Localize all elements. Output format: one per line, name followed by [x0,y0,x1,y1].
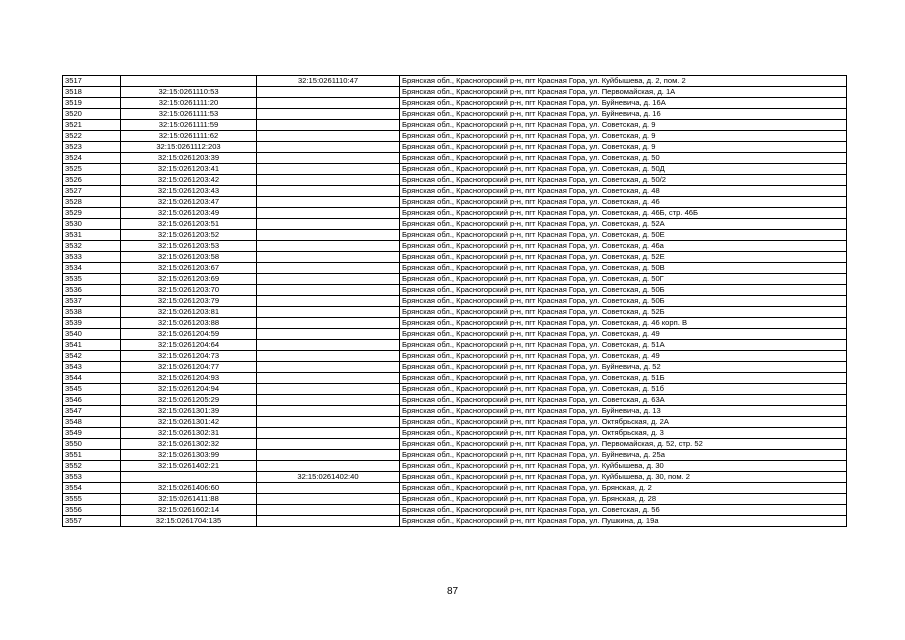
address-cell: Брянская обл., Красногорский р-н, пгт Красная Гора, ул. Первомайская, д. 1А [400,87,847,98]
table-row [63,153,847,164]
address-cell: Брянская обл., Красногорский р-н, пгт Красная Гора, ул. Советская, д. 50Д [400,164,847,175]
address-cell: Брянская обл., Красногорский р-н, пгт Красная Гора, ул. Буйневича, д. 16А [400,98,847,109]
table-row [63,439,847,450]
cadastral-number-cell: 32:15:0261301:39 [121,406,257,417]
address-cell: Брянская обл., Красногорский р-н, пгт Красная Гора, ул. Советская, д. 52Е [400,252,847,263]
cadastral-number-premises-cell [257,197,400,208]
row-number-cell: 3557 [63,516,121,527]
cadastral-number-premises-cell [257,384,400,395]
row-number-cell: 3524 [63,153,121,164]
address-cell: Брянская обл., Красногорский р-н, пгт Красная Гора, ул. Советская, д. 50Б [400,296,847,307]
table-row [63,109,847,120]
table-row [63,230,847,241]
cadastral-number-cell: 32:15:0261301:42 [121,417,257,428]
row-number-cell: 3527 [63,186,121,197]
cadastral-number-cell: 32:15:0261303:99 [121,450,257,461]
cadastral-number-cell: 32:15:0261203:67 [121,263,257,274]
row-number-cell: 3523 [63,142,121,153]
table-row [63,76,847,87]
cadastral-number-premises-cell [257,120,400,131]
cadastral-number-premises-cell [257,362,400,373]
row-number-cell: 3553 [63,472,121,483]
cadastral-number-cell: 32:15:0261203:42 [121,175,257,186]
address-cell: Брянская обл., Красногорский р-н, пгт Красная Гора, ул. Пушкина, д. 19а [400,516,847,527]
row-number-cell: 3544 [63,373,121,384]
cadastral-number-premises-cell [257,406,400,417]
address-cell: Брянская обл., Красногорский р-н, пгт Красная Гора, ул. Советская, д. 9 [400,131,847,142]
cadastral-number-cell: 32:15:0261204:59 [121,329,257,340]
cadastral-number-cell: 32:15:0261204:73 [121,351,257,362]
table-row [63,219,847,230]
address-cell: Брянская обл., Красногорский р-н, пгт Красная Гора, ул. Первомайская, д. 52, стр. 52 [400,439,847,450]
row-number-cell: 3548 [63,417,121,428]
address-cell: Брянская обл., Красногорский р-н, пгт Красная Гора, ул. Советская, д. 46а [400,241,847,252]
row-number-cell: 3533 [63,252,121,263]
cadastral-number-cell: 32:15:0261111:62 [121,131,257,142]
row-number-cell: 3530 [63,219,121,230]
address-cell: Брянская обл., Красногорский р-н, пгт Красная Гора, ул. Буйневича, д. 16 [400,109,847,120]
cadastral-number-premises-cell [257,318,400,329]
row-number-cell: 3521 [63,120,121,131]
address-cell: Брянская обл., Красногорский р-н, пгт Красная Гора, ул. Советская, д. 56 [400,505,847,516]
row-number-cell: 3546 [63,395,121,406]
address-cell: Брянская обл., Красногорский р-н, пгт Красная Гора, ул. Куйбышева, д. 30, пом. 2 [400,472,847,483]
table-row [63,241,847,252]
cadastral-number-cell: 32:15:0261602:14 [121,505,257,516]
table-row [63,263,847,274]
table-row [63,406,847,417]
table-row [63,461,847,472]
cadastral-number-cell: 32:15:0261302:32 [121,439,257,450]
address-cell: Брянская обл., Красногорский р-н, пгт Красная Гора, ул. Советская, д. 50Г [400,274,847,285]
address-cell: Брянская обл., Красногорский р-н, пгт Красная Гора, ул. Буйневича, д. 52 [400,362,847,373]
table-row [63,285,847,296]
cadastral-number-premises-cell [257,395,400,406]
row-number-cell: 3555 [63,494,121,505]
row-number-cell: 3554 [63,483,121,494]
cadastral-number-cell: 32:15:0261302:31 [121,428,257,439]
row-number-cell: 3541 [63,340,121,351]
address-cell: Брянская обл., Красногорский р-н, пгт Красная Гора, ул. Советская, д. 50Б [400,285,847,296]
cadastral-number-cell: 32:15:0261203:39 [121,153,257,164]
row-number-cell: 3535 [63,274,121,285]
row-number-cell: 3549 [63,428,121,439]
address-cell: Брянская обл., Красногорский р-н, пгт Красная Гора, ул. Советская, д. 9 [400,142,847,153]
cadastral-number-premises-cell [257,340,400,351]
cadastral-number-premises-cell [257,439,400,450]
address-cell: Брянская обл., Красногорский р-н, пгт Красная Гора, ул. Советская, д. 46 корп. В [400,318,847,329]
cadastral-number-cell: 32:15:0261203:88 [121,318,257,329]
cadastral-number-cell [121,76,257,87]
table-row [63,505,847,516]
cadastral-number-premises-cell [257,483,400,494]
cadastral-number-cell: 32:15:0261205:29 [121,395,257,406]
table-row [63,186,847,197]
cadastral-number-cell: 32:15:0261111:20 [121,98,257,109]
cadastral-number-premises-cell [257,164,400,175]
cadastral-number-premises-cell [257,230,400,241]
cadastral-number-premises-cell [257,494,400,505]
table-row [63,98,847,109]
table-row [63,450,847,461]
row-number-cell: 3538 [63,307,121,318]
cadastral-number-cell: 32:15:0261111:53 [121,109,257,120]
cadastral-number-premises-cell [257,219,400,230]
address-cell: Брянская обл., Красногорский р-н, пгт Красная Гора, ул. Советская, д. 51Б [400,373,847,384]
address-cell: Брянская обл., Красногорский р-н, пгт Красная Гора, ул. Брянская, д. 2 [400,483,847,494]
address-cell: Брянская обл., Красногорский р-н, пгт Красная Гора, ул. Советская, д. 9 [400,120,847,131]
address-cell: Брянская обл., Красногорский р-н, пгт Красная Гора, ул. Советская, д. 63А [400,395,847,406]
registry-table-body [63,76,847,527]
cadastral-number-cell: 32:15:0261203:79 [121,296,257,307]
row-number-cell: 3550 [63,439,121,450]
cadastral-number-premises-cell [257,417,400,428]
cadastral-number-cell: 32:15:0261203:47 [121,197,257,208]
cadastral-number-premises-cell [257,373,400,384]
row-number-cell: 3522 [63,131,121,142]
address-cell: Брянская обл., Красногорский р-н, пгт Красная Гора, ул. Советская, д. 49 [400,329,847,340]
cadastral-number-cell: 32:15:0261704:135 [121,516,257,527]
cadastral-number-premises-cell [257,186,400,197]
row-number-cell: 3532 [63,241,121,252]
table-row [63,175,847,186]
cadastral-number-premises-cell [257,351,400,362]
address-cell: Брянская обл., Красногорский р-н, пгт Красная Гора, ул. Советская, д. 51б [400,384,847,395]
address-cell: Брянская обл., Красногорский р-н, пгт Красная Гора, ул. Советская, д. 50В [400,263,847,274]
cadastral-number-premises-cell [257,428,400,439]
table-row [63,516,847,527]
table-row [63,362,847,373]
address-cell: Брянская обл., Красногорский р-н, пгт Красная Гора, ул. Советская, д. 52А [400,219,847,230]
cadastral-number-cell: 32:15:0261203:58 [121,252,257,263]
cadastral-number-cell: 32:15:0261203:49 [121,208,257,219]
cadastral-number-cell: 32:15:0261406:60 [121,483,257,494]
table-row [63,351,847,362]
cadastral-number-cell: 32:15:0261203:70 [121,285,257,296]
table-row [63,329,847,340]
cadastral-number-premises-cell [257,516,400,527]
row-number-cell: 3552 [63,461,121,472]
row-number-cell: 3542 [63,351,121,362]
cadastral-number-premises-cell [257,241,400,252]
cadastral-number-premises-cell [257,208,400,219]
cadastral-number-premises-cell [257,87,400,98]
table-row [63,252,847,263]
table-row [63,87,847,98]
table-row [63,197,847,208]
table-row [63,164,847,175]
cadastral-number-premises-cell [257,98,400,109]
row-number-cell: 3525 [63,164,121,175]
cadastral-number-cell: 32:15:0261203:51 [121,219,257,230]
address-cell: Брянская обл., Красногорский р-н, пгт Красная Гора, ул. Куйбышева, д. 30 [400,461,847,472]
table-row [63,483,847,494]
row-number-cell: 3543 [63,362,121,373]
cadastral-number-cell: 32:15:0261204:93 [121,373,257,384]
address-cell: Брянская обл., Красногорский р-н, пгт Красная Гора, ул. Советская, д. 49 [400,351,847,362]
table-row [63,296,847,307]
table-row [63,131,847,142]
cadastral-number-cell [121,472,257,483]
registry-table [62,75,847,527]
address-cell: Брянская обл., Красногорский р-н, пгт Красная Гора, ул. Буйневича, д. 13 [400,406,847,417]
table-row [63,384,847,395]
cadastral-number-premises-cell [257,153,400,164]
cadastral-number-cell: 32:15:0261203:81 [121,307,257,318]
cadastral-number-cell: 32:15:0261411:88 [121,494,257,505]
cadastral-number-premises-cell [257,263,400,274]
cadastral-number-cell: 32:15:0261203:41 [121,164,257,175]
row-number-cell: 3534 [63,263,121,274]
table-row [63,318,847,329]
row-number-cell: 3547 [63,406,121,417]
address-cell: Брянская обл., Красногорский р-н, пгт Красная Гора, ул. Советская, д. 50 [400,153,847,164]
cadastral-number-premises-cell [257,175,400,186]
table-row [63,428,847,439]
row-number-cell: 3520 [63,109,121,120]
cadastral-number-premises-cell [257,109,400,120]
cadastral-number-premises-cell [257,252,400,263]
table-row [63,274,847,285]
cadastral-number-cell: 32:15:0261203:53 [121,241,257,252]
address-cell: Брянская обл., Красногорский р-н, пгт Красная Гора, ул. Советская, д. 46Б, стр. 46Б [400,208,847,219]
row-number-cell: 3518 [63,87,121,98]
address-cell: Брянская обл., Красногорский р-н, пгт Красная Гора, ул. Октябрьская, д. 2А [400,417,847,428]
cadastral-number-premises-cell [257,142,400,153]
address-cell: Брянская обл., Красногорский р-н, пгт Красная Гора, ул. Куйбышева, д. 2, пом. 2 [400,76,847,87]
row-number-cell: 3529 [63,208,121,219]
cadastral-number-premises-cell: 32:15:0261402:40 [257,472,400,483]
table-row [63,494,847,505]
row-number-cell: 3545 [63,384,121,395]
table-row [63,472,847,483]
cadastral-number-cell: 32:15:0261203:69 [121,274,257,285]
cadastral-number-premises-cell: 32:15:0261110:47 [257,76,400,87]
row-number-cell: 3540 [63,329,121,340]
cadastral-number-cell: 32:15:0261204:94 [121,384,257,395]
table-row [63,120,847,131]
address-cell: Брянская обл., Красногорский р-н, пгт Красная Гора, ул. Брянская, д. 28 [400,494,847,505]
address-cell: Брянская обл., Красногорский р-н, пгт Красная Гора, ул. Октябрьская, д. 3 [400,428,847,439]
cadastral-number-premises-cell [257,450,400,461]
table-row [63,340,847,351]
table-row [63,417,847,428]
row-number-cell: 3556 [63,505,121,516]
cadastral-number-cell: 32:15:0261204:64 [121,340,257,351]
row-number-cell: 3539 [63,318,121,329]
address-cell: Брянская обл., Красногорский р-н, пгт Красная Гора, ул. Советская, д. 48 [400,186,847,197]
table-row [63,395,847,406]
address-cell: Брянская обл., Красногорский р-н, пгт Красная Гора, ул. Советская, д. 46 [400,197,847,208]
row-number-cell: 3526 [63,175,121,186]
cadastral-number-cell: 32:15:0261402:21 [121,461,257,472]
row-number-cell: 3531 [63,230,121,241]
address-cell: Брянская обл., Красногорский р-н, пгт Красная Гора, ул. Советская, д. 50/2 [400,175,847,186]
cadastral-number-premises-cell [257,274,400,285]
cadastral-number-cell: 32:15:0261204:77 [121,362,257,373]
page-number: 87 [446,586,459,597]
table-row [63,373,847,384]
table-row [63,142,847,153]
address-cell: Брянская обл., Красногорский р-н, пгт Красная Гора, ул. Советская, д. 52Б [400,307,847,318]
cadastral-number-premises-cell [257,307,400,318]
row-number-cell: 3551 [63,450,121,461]
cadastral-number-premises-cell [257,505,400,516]
cadastral-number-premises-cell [257,131,400,142]
address-cell: Брянская обл., Красногорский р-н, пгт Красная Гора, ул. Советская, д. 51А [400,340,847,351]
cadastral-number-cell: 32:15:0261111:59 [121,120,257,131]
cadastral-number-cell: 32:15:0261203:43 [121,186,257,197]
cadastral-number-cell: 32:15:0261203:52 [121,230,257,241]
cadastral-number-cell: 32:15:0261112:203 [121,142,257,153]
row-number-cell: 3519 [63,98,121,109]
cadastral-number-cell: 32:15:0261110:53 [121,87,257,98]
cadastral-number-premises-cell [257,285,400,296]
cadastral-number-premises-cell [257,461,400,472]
table-row [63,208,847,219]
row-number-cell: 3537 [63,296,121,307]
address-cell: Брянская обл., Красногорский р-н, пгт Красная Гора, ул. Советская, д. 50Е [400,230,847,241]
row-number-cell: 3517 [63,76,121,87]
row-number-cell: 3536 [63,285,121,296]
row-number-cell: 3528 [63,197,121,208]
cadastral-number-premises-cell [257,329,400,340]
cadastral-number-premises-cell [257,296,400,307]
table-row [63,307,847,318]
address-cell: Брянская обл., Красногорский р-н, пгт Красная Гора, ул. Буйневича, д. 25а [400,450,847,461]
